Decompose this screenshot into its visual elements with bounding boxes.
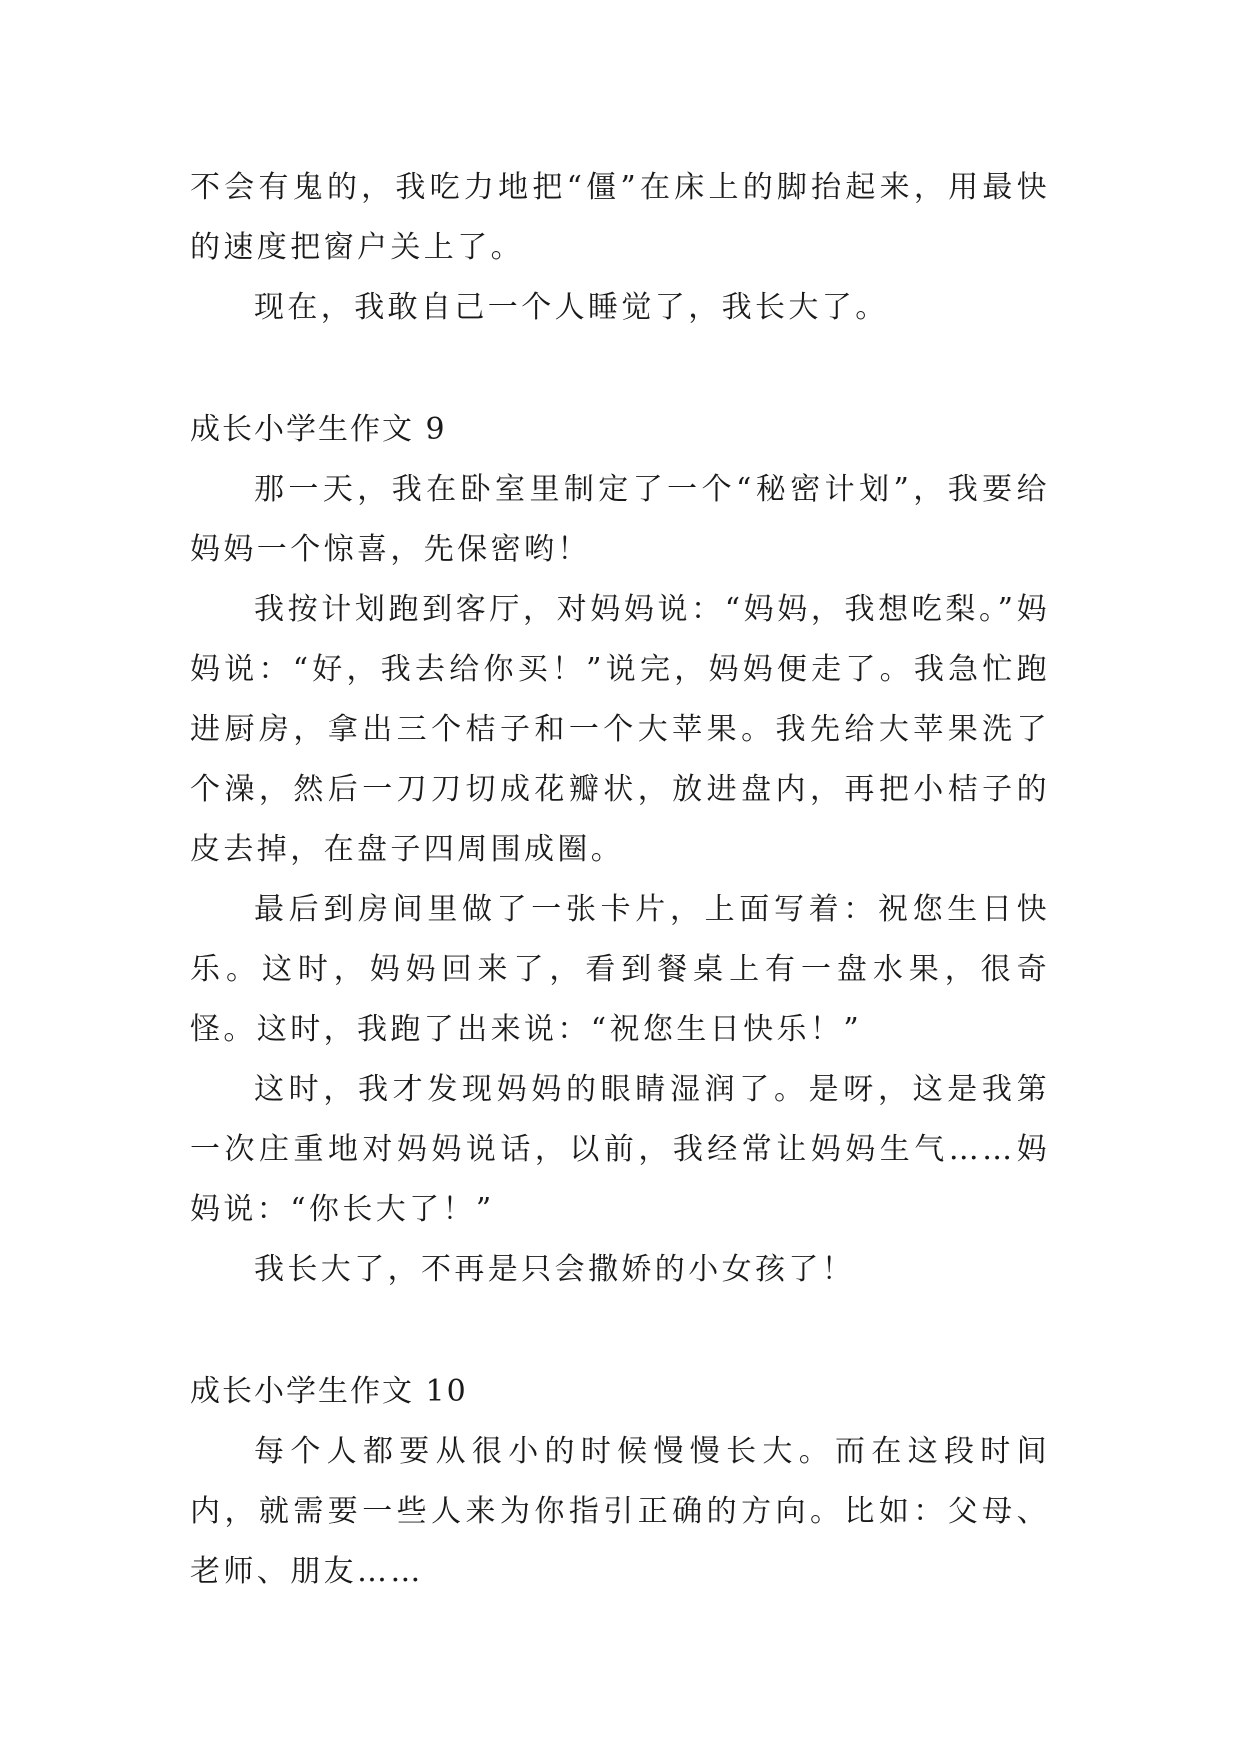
paragraph: 不会有鬼的，我吃力地把“僵”在床上的脚抬起来，用最快的速度把窗户关上了。	[190, 170, 1050, 265]
essay-heading: 成长小学生作文 10	[190, 1374, 468, 1409]
paragraph: 我按计划跑到客厅，对妈妈说：“妈妈，我想吃梨。”妈妈说：“好，我去给你买！”说完，妈妈便走了。我急忙跑进厨房，拿出三个桔子和一个大苹果。我先给大苹果洗了个澡，然后一刀刀切成花瓣状，放进盘内，再把小桔子的皮去掉，在盘子四周围成圈。	[190, 592, 1050, 867]
paragraph: 现在，我敢自己一个人睡觉了，我长大了。	[254, 290, 889, 325]
paragraph: 最后到房间里做了一张卡片，上面写着：祝您生日快乐。这时，妈妈回来了，看到餐桌上有一盘水果，很奇怪。这时，我跑了出来说：“祝您生日快乐！”	[190, 892, 1050, 1047]
paragraph: 这时，我才发现妈妈的眼睛湿润了。是呀，这是我第一次庄重地对妈妈说话，以前，我经常让妈妈生气……妈妈说：“你长大了！”	[190, 1072, 1050, 1227]
paragraph: 每个人都要从很小的时候慢慢长大。而在这段时间内，就需要一些人来为你指引正确的方向。比如：父母、老师、朋友……	[190, 1434, 1050, 1589]
paragraph: 那一天，我在卧室里制定了一个“秘密计划”，我要给妈妈一个惊喜，先保密哟！	[190, 472, 1050, 567]
paragraph: 我长大了，不再是只会撒娇的小女孩了！	[254, 1252, 856, 1287]
document-body	[190, 158, 1050, 1602]
essay-heading: 成长小学生作文 9	[190, 412, 447, 447]
